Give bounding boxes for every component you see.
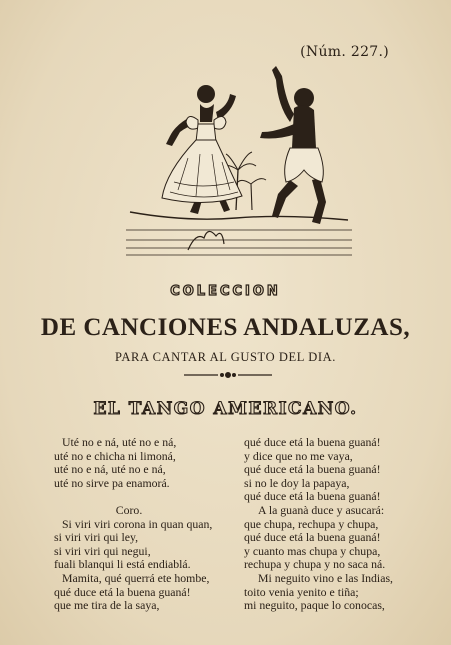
chorus-label: Coro. bbox=[115, 502, 143, 517]
dancing-couple-illustration-icon bbox=[126, 62, 352, 260]
lyric-line: si viri viri qui ley, bbox=[54, 530, 139, 545]
lyric-line: uté no e chicha ni limoná, bbox=[54, 448, 176, 463]
spacer bbox=[54, 490, 244, 504]
lyric-line: si viri viri qui negui, bbox=[54, 543, 151, 558]
lyric-line: qué duce etá la buena guaná! bbox=[54, 584, 191, 599]
page-subtitle: PARA CANTAR AL GUSTO DEL DIA. bbox=[114, 350, 337, 364]
lyric-line: A la guanà duce y asucará: bbox=[258, 502, 385, 517]
lyric-line: qué duce etá la buena guaná! bbox=[244, 489, 381, 504]
lyric-line: rechupa y chupa y no saca ná. bbox=[244, 557, 386, 572]
lyric-line: que me tira de la saya, bbox=[54, 598, 160, 613]
lyric-line: fuali blanqui li está endiablá. bbox=[54, 557, 191, 572]
divider-ornament-icon bbox=[182, 368, 274, 382]
lyric-line: toito venia yenito e tiña; bbox=[244, 584, 359, 599]
lyric-line: qué duce etá la buena guaná! bbox=[244, 462, 381, 477]
lyric-line: y cuanto mas chupa y chupa, bbox=[244, 543, 381, 558]
lyrics-column-right bbox=[244, 436, 414, 613]
song-title: EL TANGO AMERICANO. bbox=[93, 399, 358, 419]
lyric-line: Si viri viri corona in quan quan, bbox=[62, 516, 213, 531]
lyric-line: y dice que no me vaya, bbox=[244, 448, 353, 463]
page-title: DE CANCIONES ANDALUZAS, bbox=[40, 314, 411, 341]
lyric-line: que chupa, rechupa y chupa, bbox=[244, 516, 379, 531]
lyric-line: Mi neguito vino e las Indias, bbox=[258, 570, 393, 585]
lyric-line: Mamita, qué querrá ete hombe, bbox=[62, 570, 210, 585]
lyric-line: qué duce etá la buena guaná! bbox=[244, 530, 381, 545]
lyric-line: si no le doy la papaya, bbox=[244, 475, 350, 490]
lyrics-column-left bbox=[54, 436, 244, 613]
lyric-line: Uté no e ná, uté no e ná, bbox=[62, 435, 177, 449]
lyric-line: uté no sirve pa enamorá. bbox=[54, 475, 170, 490]
lyric-line: uté no e ná, uté no e ná, bbox=[54, 462, 166, 477]
issue-number: (Núm. 227.) bbox=[300, 44, 389, 60]
lyric-line: qué duce etá la buena guaná! bbox=[244, 435, 381, 449]
collection-heading: COLECCION bbox=[170, 284, 281, 299]
lyric-line: mi neguito, paque lo conocas, bbox=[244, 598, 385, 613]
